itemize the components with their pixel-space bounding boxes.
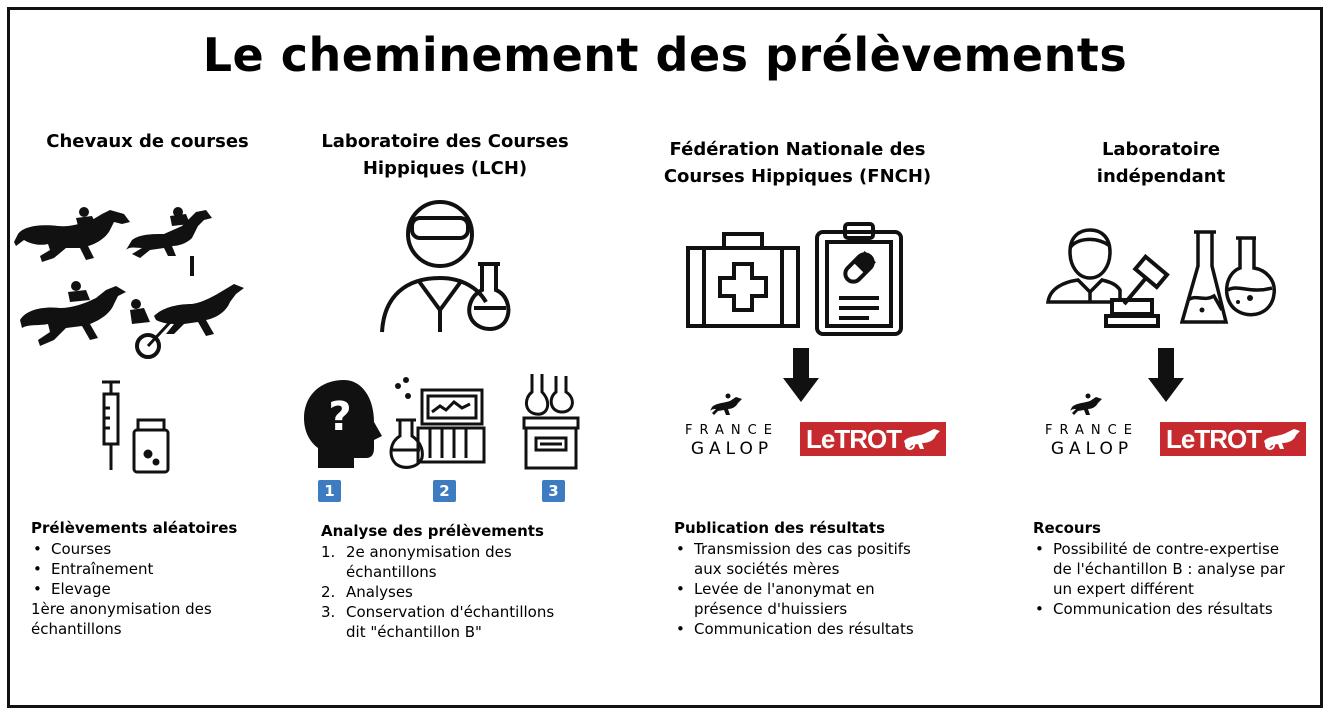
list-item	[321, 542, 591, 582]
step-badge: 3	[542, 480, 565, 502]
france-galop-logo	[1022, 397, 1162, 461]
sample-vial-icon	[134, 420, 168, 472]
column-header-horses	[20, 128, 275, 155]
syringe-icon	[102, 382, 120, 470]
item-line: • Communication des résultats	[694, 620, 914, 638]
list-item	[674, 539, 944, 579]
item-line: • Transmission des cas positifs	[694, 540, 911, 558]
list-item	[674, 619, 944, 639]
item-line: Conservation d'échantillons	[346, 603, 555, 621]
column-header-fnch	[640, 136, 955, 190]
anonymisation-note	[31, 599, 271, 639]
letrot-logo	[800, 422, 946, 456]
item-line: Analyses	[346, 583, 413, 601]
analysis-list	[321, 542, 591, 642]
item-line: dit "échantillon B"	[346, 623, 482, 641]
sample-storage-icon	[520, 372, 582, 472]
column-header-line: Fédération Nationale des	[669, 139, 926, 160]
column-header-line: Laboratoire	[1101, 139, 1221, 160]
galloping-horse-icon	[14, 207, 130, 262]
harness-trotter-icon	[130, 284, 244, 357]
block-title-analysis: Analyse des prélèvements	[321, 522, 544, 540]
column-header-line: Chevaux de courses	[46, 131, 249, 152]
letrot-logo	[1160, 422, 1306, 456]
block-title-appeal: Recours	[1033, 519, 1101, 537]
column-header-line: Courses Hippiques (FNCH)	[663, 166, 932, 187]
logo-text: LeTROT	[1166, 424, 1262, 454]
list-item	[321, 602, 591, 642]
item-number: 3.	[321, 603, 336, 621]
column-header-line: Hippiques (LCH)	[362, 158, 528, 179]
logo-text: FRANCE	[1045, 423, 1139, 438]
medical-kit-icon	[684, 228, 802, 330]
lab-flasks-icon	[1180, 228, 1280, 330]
down-arrow-icon	[783, 348, 819, 402]
flat-race-horse-icon	[20, 281, 126, 346]
expert-judge-icon	[1046, 226, 1176, 338]
page-title: Le cheminement des prélèvements	[202, 28, 1128, 82]
block-title-random-sampling: Prélèvements aléatoires	[31, 519, 238, 537]
letrot-trotter-icon	[902, 427, 942, 451]
letrot-trotter-icon	[1262, 427, 1302, 451]
svg-text:?: ?	[328, 394, 352, 440]
list-item	[1033, 539, 1313, 599]
block-title-publication: Publication des résultats	[674, 519, 885, 537]
item-line: • Possibilité de contre-expertise	[1053, 540, 1280, 558]
step-badge: 2	[433, 480, 456, 502]
down-arrow-icon	[1148, 348, 1184, 402]
item-line: de l'échantillon B : analyse par	[1053, 560, 1285, 578]
item-line: • Communication des résultats	[1053, 600, 1273, 618]
step-badge: 1	[318, 480, 341, 502]
item-number: 1.	[321, 543, 336, 561]
pill-icon	[842, 251, 876, 285]
clipboard-report-icon	[813, 220, 905, 338]
list-item	[1033, 599, 1313, 619]
gavel-icon	[1106, 257, 1167, 326]
sampling-list	[31, 539, 271, 599]
appeal-list	[1033, 539, 1313, 619]
sampling-icons	[96, 378, 172, 474]
jumping-horse-icon	[126, 207, 212, 276]
item-line: présence d'huissiers	[694, 600, 848, 618]
column-header-line: Laboratoire des Courses	[321, 131, 569, 152]
list-item	[674, 579, 944, 619]
list-item: • Elevage	[31, 579, 271, 599]
item-number: 2.	[321, 583, 336, 601]
france-galop-logo	[662, 397, 802, 461]
item-line: échantillons	[346, 563, 437, 581]
logo-text: LeTROT	[806, 424, 902, 454]
list-item: • Entraînement	[31, 559, 271, 579]
lab-analyzer-icon	[388, 376, 488, 472]
publication-list	[674, 539, 944, 639]
note-line: 1ère anonymisation des	[31, 600, 212, 618]
logo-text: GALOP	[690, 439, 774, 459]
lab-scientist-icon	[374, 192, 524, 342]
logo-text: GALOP	[1050, 439, 1134, 459]
item-line: aux sociétés mères	[694, 560, 840, 578]
list-item	[321, 582, 591, 602]
list-item: • Courses	[31, 539, 271, 559]
racehorses-illustration	[14, 200, 246, 360]
item-line: un expert différent	[1053, 580, 1194, 598]
logo-text: FRANCE	[685, 423, 779, 438]
head-question-icon	[302, 378, 384, 470]
column-header-line: indépendant	[1096, 166, 1226, 187]
column-header-lch	[285, 128, 605, 182]
column-header-independent-lab	[1030, 136, 1292, 190]
note-line: échantillons	[31, 620, 122, 638]
item-line: 2e anonymisation des	[346, 543, 512, 561]
item-line: • Levée de l'anonymat en	[694, 580, 875, 598]
